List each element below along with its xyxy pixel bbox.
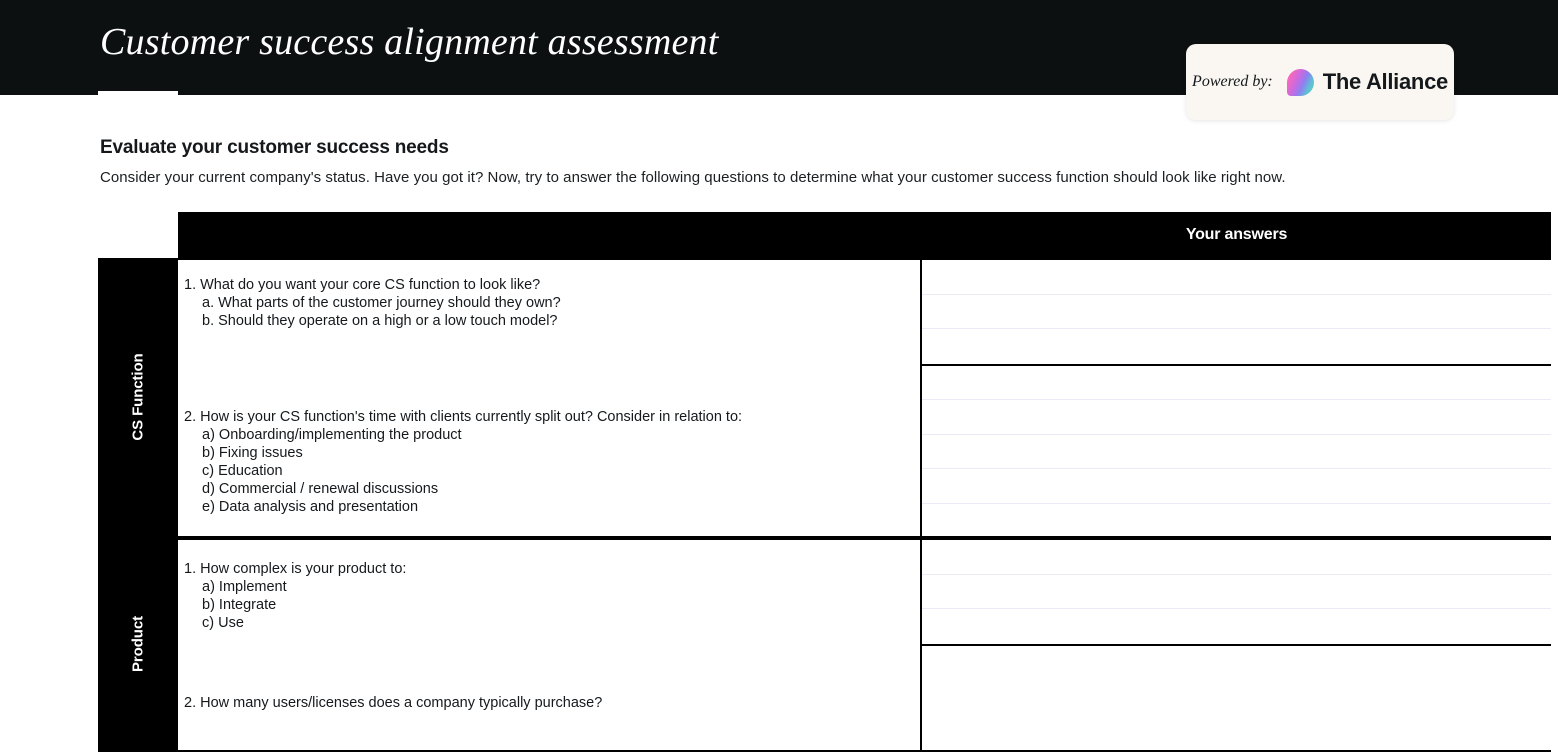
answer-line[interactable] <box>922 366 1551 400</box>
question-line: b) Integrate <box>202 597 277 613</box>
section-answers-cell[interactable] <box>922 538 1551 750</box>
question-block <box>178 364 920 536</box>
brand-lockup <box>1287 69 1448 96</box>
question-line: c) Education <box>202 463 283 479</box>
question-block <box>178 644 920 750</box>
answer-line[interactable] <box>922 469 1551 503</box>
answer-line[interactable] <box>922 295 1551 330</box>
section-label-cs-function <box>98 258 178 536</box>
alliance-droplet-icon <box>1287 69 1314 96</box>
section-label-product <box>98 538 178 750</box>
question-line: a) Onboarding/implementing the product <box>202 427 462 443</box>
powered-by-badge <box>1186 44 1454 120</box>
question-line: 1. What do you want your core CS function to look like? <box>184 277 541 293</box>
table-header-answers-label: Your answers <box>1185 226 1288 243</box>
section-answers-cell[interactable] <box>922 258 1551 536</box>
answer-block[interactable] <box>922 364 1551 536</box>
answer-line[interactable] <box>922 329 1551 364</box>
brand-name: The Alliance <box>1322 69 1448 94</box>
section-label-text: Product <box>129 616 147 672</box>
answer-block[interactable] <box>922 644 1551 750</box>
assessment-section-row <box>98 538 1551 752</box>
question-block <box>178 260 920 364</box>
table-header-row <box>178 212 1551 258</box>
section-questions-cell <box>178 258 922 536</box>
answer-line[interactable] <box>922 609 1551 644</box>
intro-body: Consider your current company's status. Have you got it? Now, try to answer the following questions to determine what your customer success function should look like right now. <box>100 169 1286 186</box>
powered-by-label: Powered by: <box>1192 73 1273 90</box>
header-tab-indicator <box>98 91 178 95</box>
question-line: d) Commercial / renewal discussions <box>202 481 439 497</box>
question-line: a) Implement <box>202 579 287 595</box>
section-questions-cell <box>178 538 922 750</box>
answer-line[interactable] <box>922 646 1551 752</box>
answer-block[interactable] <box>922 260 1551 364</box>
question-block <box>178 540 920 644</box>
assessment-section-row <box>98 258 1551 538</box>
question-line: e) Data analysis and presentation <box>202 499 419 515</box>
page-header <box>0 0 1558 95</box>
question-line: b) Fixing issues <box>202 445 303 461</box>
answer-line[interactable] <box>922 435 1551 469</box>
question-line: 1. How complex is your product to: <box>184 561 407 577</box>
answer-line[interactable] <box>922 540 1551 575</box>
assessment-sections <box>98 258 1551 752</box>
question-line: a. What parts of the customer journey should they own? <box>202 295 561 311</box>
answer-line[interactable] <box>922 260 1551 295</box>
answer-line[interactable] <box>922 400 1551 434</box>
assessment-table <box>98 212 1551 752</box>
page-title: Customer success alignment assessment <box>100 21 719 63</box>
answer-block[interactable] <box>922 540 1551 644</box>
question-line: 2. How is your CS function's time with clients currently split out? Consider in relation to: <box>184 409 743 425</box>
question-line: c) Use <box>202 615 244 631</box>
answer-line[interactable] <box>922 504 1551 538</box>
answer-line[interactable] <box>922 575 1551 610</box>
question-line: 2. How many users/licenses does a company typically purchase? <box>184 695 603 711</box>
question-line: b. Should they operate on a high or a low touch model? <box>202 313 558 329</box>
intro-heading: Evaluate your customer success needs <box>100 137 449 158</box>
section-label-text: CS Function <box>129 353 147 441</box>
